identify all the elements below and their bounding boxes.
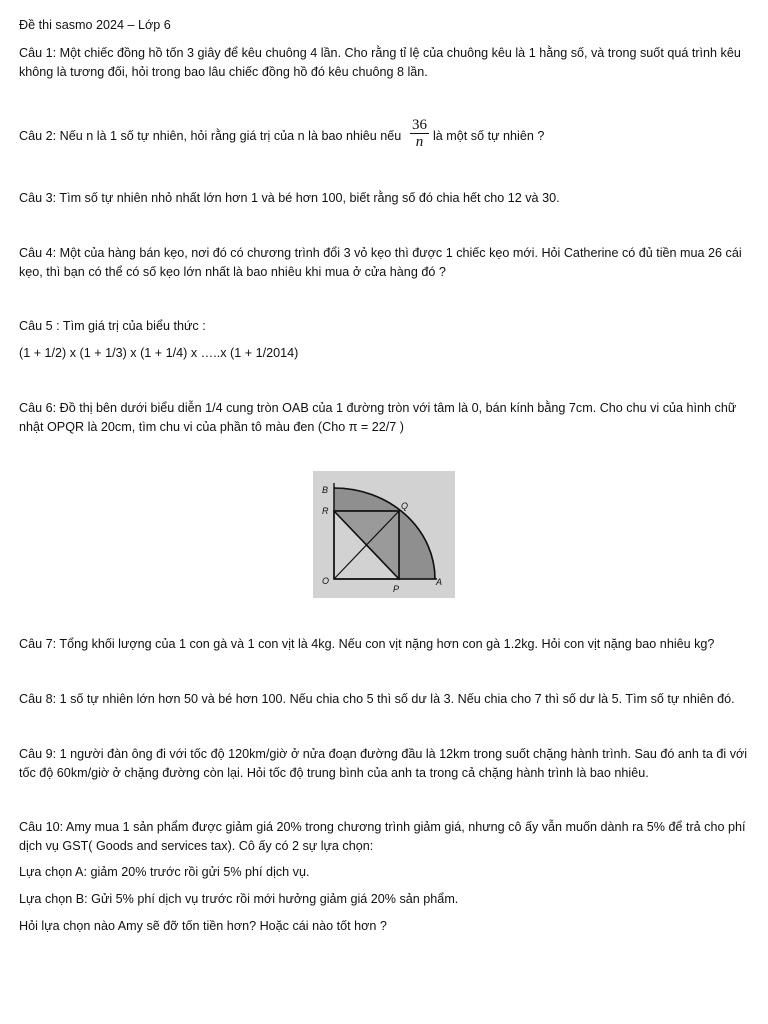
question-7: Câu 7: Tổng khối lượng của 1 con gà và 1 con vịt là 4kg. Nếu con vịt nặng hơn con gà 1.2kg. Hỏi con vịt nặng bao nhiêu kg?	[19, 637, 715, 651]
question-6: Câu 6: Đồ thị bên dưới biểu diễn 1/4 cung tròn OAB của 1 đường tròn với tâm là 0, bán kính bằng 7cm. Cho chu vi của hình chữ nhật OPQR là 20cm, tìm chu vi của phần tô màu đen (Cho π = 22/7 )	[19, 401, 737, 434]
question-1: Câu 1: Một chiếc đồng hồ tốn 3 giây để kêu chuông 4 lần. Cho rằng tỉ lệ của chuông kêu là 1 hằng số, và trong suốt quá trình kêu không là tương đối, hỏi trong bao lâu chiếc đồng hồ đó kêu chuông 8 lần.	[19, 46, 741, 79]
label-q: Q	[401, 501, 409, 511]
quarter-circle-diagram	[313, 471, 455, 598]
question-10-option-a: Lựa chọn A: giảm 20% trước rồi gửi 5% phí dịch vụ.	[19, 865, 310, 879]
question-2-text-before: Câu 2: Nếu n là 1 số tự nhiên, hỏi rằng giá trị của n là bao nhiêu nếu	[19, 129, 402, 143]
fraction-36-over-n	[410, 117, 429, 150]
fraction-numerator: 36	[412, 117, 427, 133]
document-title: Đề thi sasmo 2024 – Lớp 6	[19, 18, 171, 32]
question-3: Câu 3: Tìm số tự nhiên nhỏ nhất lớn hơn 1 và bé hơn 100, biết rằng số đó chia hết cho 12 và 30.	[19, 191, 560, 205]
label-a: A	[436, 577, 443, 587]
question-2-text-after: là một số tự nhiên ?	[433, 129, 545, 143]
label-o: O	[322, 576, 330, 586]
question-10-option-b: Lựa chọn B: Gửi 5% phí dịch vụ trước rồi mới hưởng giảm giá 20% sản phẩm.	[19, 892, 459, 906]
question-5-line-2: (1 + 1/2) x (1 + 1/3) x (1 + 1/4) x …..x (1 + 1/2014)	[19, 346, 299, 360]
question-4: Câu 4: Một của hàng bán kẹo, nơi đó có chương trình đổi 3 vỏ kẹo thì được 1 chiếc kẹo mới. Hỏi Catherine có đủ tiền mua 26 cái kẹo, thì bạn có thể có số kẹo lớn nhất là bao nhiêu khi mua ở cửa hàng đó ?	[19, 246, 742, 279]
label-b: B	[322, 485, 329, 495]
label-p: P	[393, 584, 400, 594]
label-r: R	[322, 506, 329, 516]
question-10-question: Hỏi lựa chọn nào Amy sẽ đỡ tốn tiền hơn? Hoặc cái nào tốt hơn ?	[19, 919, 387, 933]
question-5-line-1: Câu 5 : Tìm giá trị của biểu thức :	[19, 319, 206, 333]
quarter-circle-figure	[313, 471, 455, 598]
question-10-intro: Câu 10: Amy mua 1 sản phẩm được giảm giá 20% trong chương trình giảm giá, nhưng cô ấy vẫn muốn dành ra 5% để trả cho phí dịch vụ GST( Goods and services tax). Cô ấy có 2 sự lựa chọn:	[19, 820, 746, 853]
question-9: Câu 9: 1 người đàn ông đi với tốc độ 120km/giờ ở nửa đoạn đường đầu là 12km trong suốt chặng hành trình. Sau đó anh ta đi với tốc độ 60km/giờ ở chặng đường còn lại. Hỏi tốc độ trung bình của anh ta trong cả chặng hành trình là bao nhiêu.	[19, 747, 748, 780]
fraction-denominator: n	[415, 134, 424, 150]
question-8: Câu 8: 1 số tự nhiên lớn hơn 50 và bé hơn 100. Nếu chia cho 5 thì số dư là 3. Nếu chia cho 7 thì số dư là 5. Tìm số tự nhiên đó.	[19, 692, 735, 706]
